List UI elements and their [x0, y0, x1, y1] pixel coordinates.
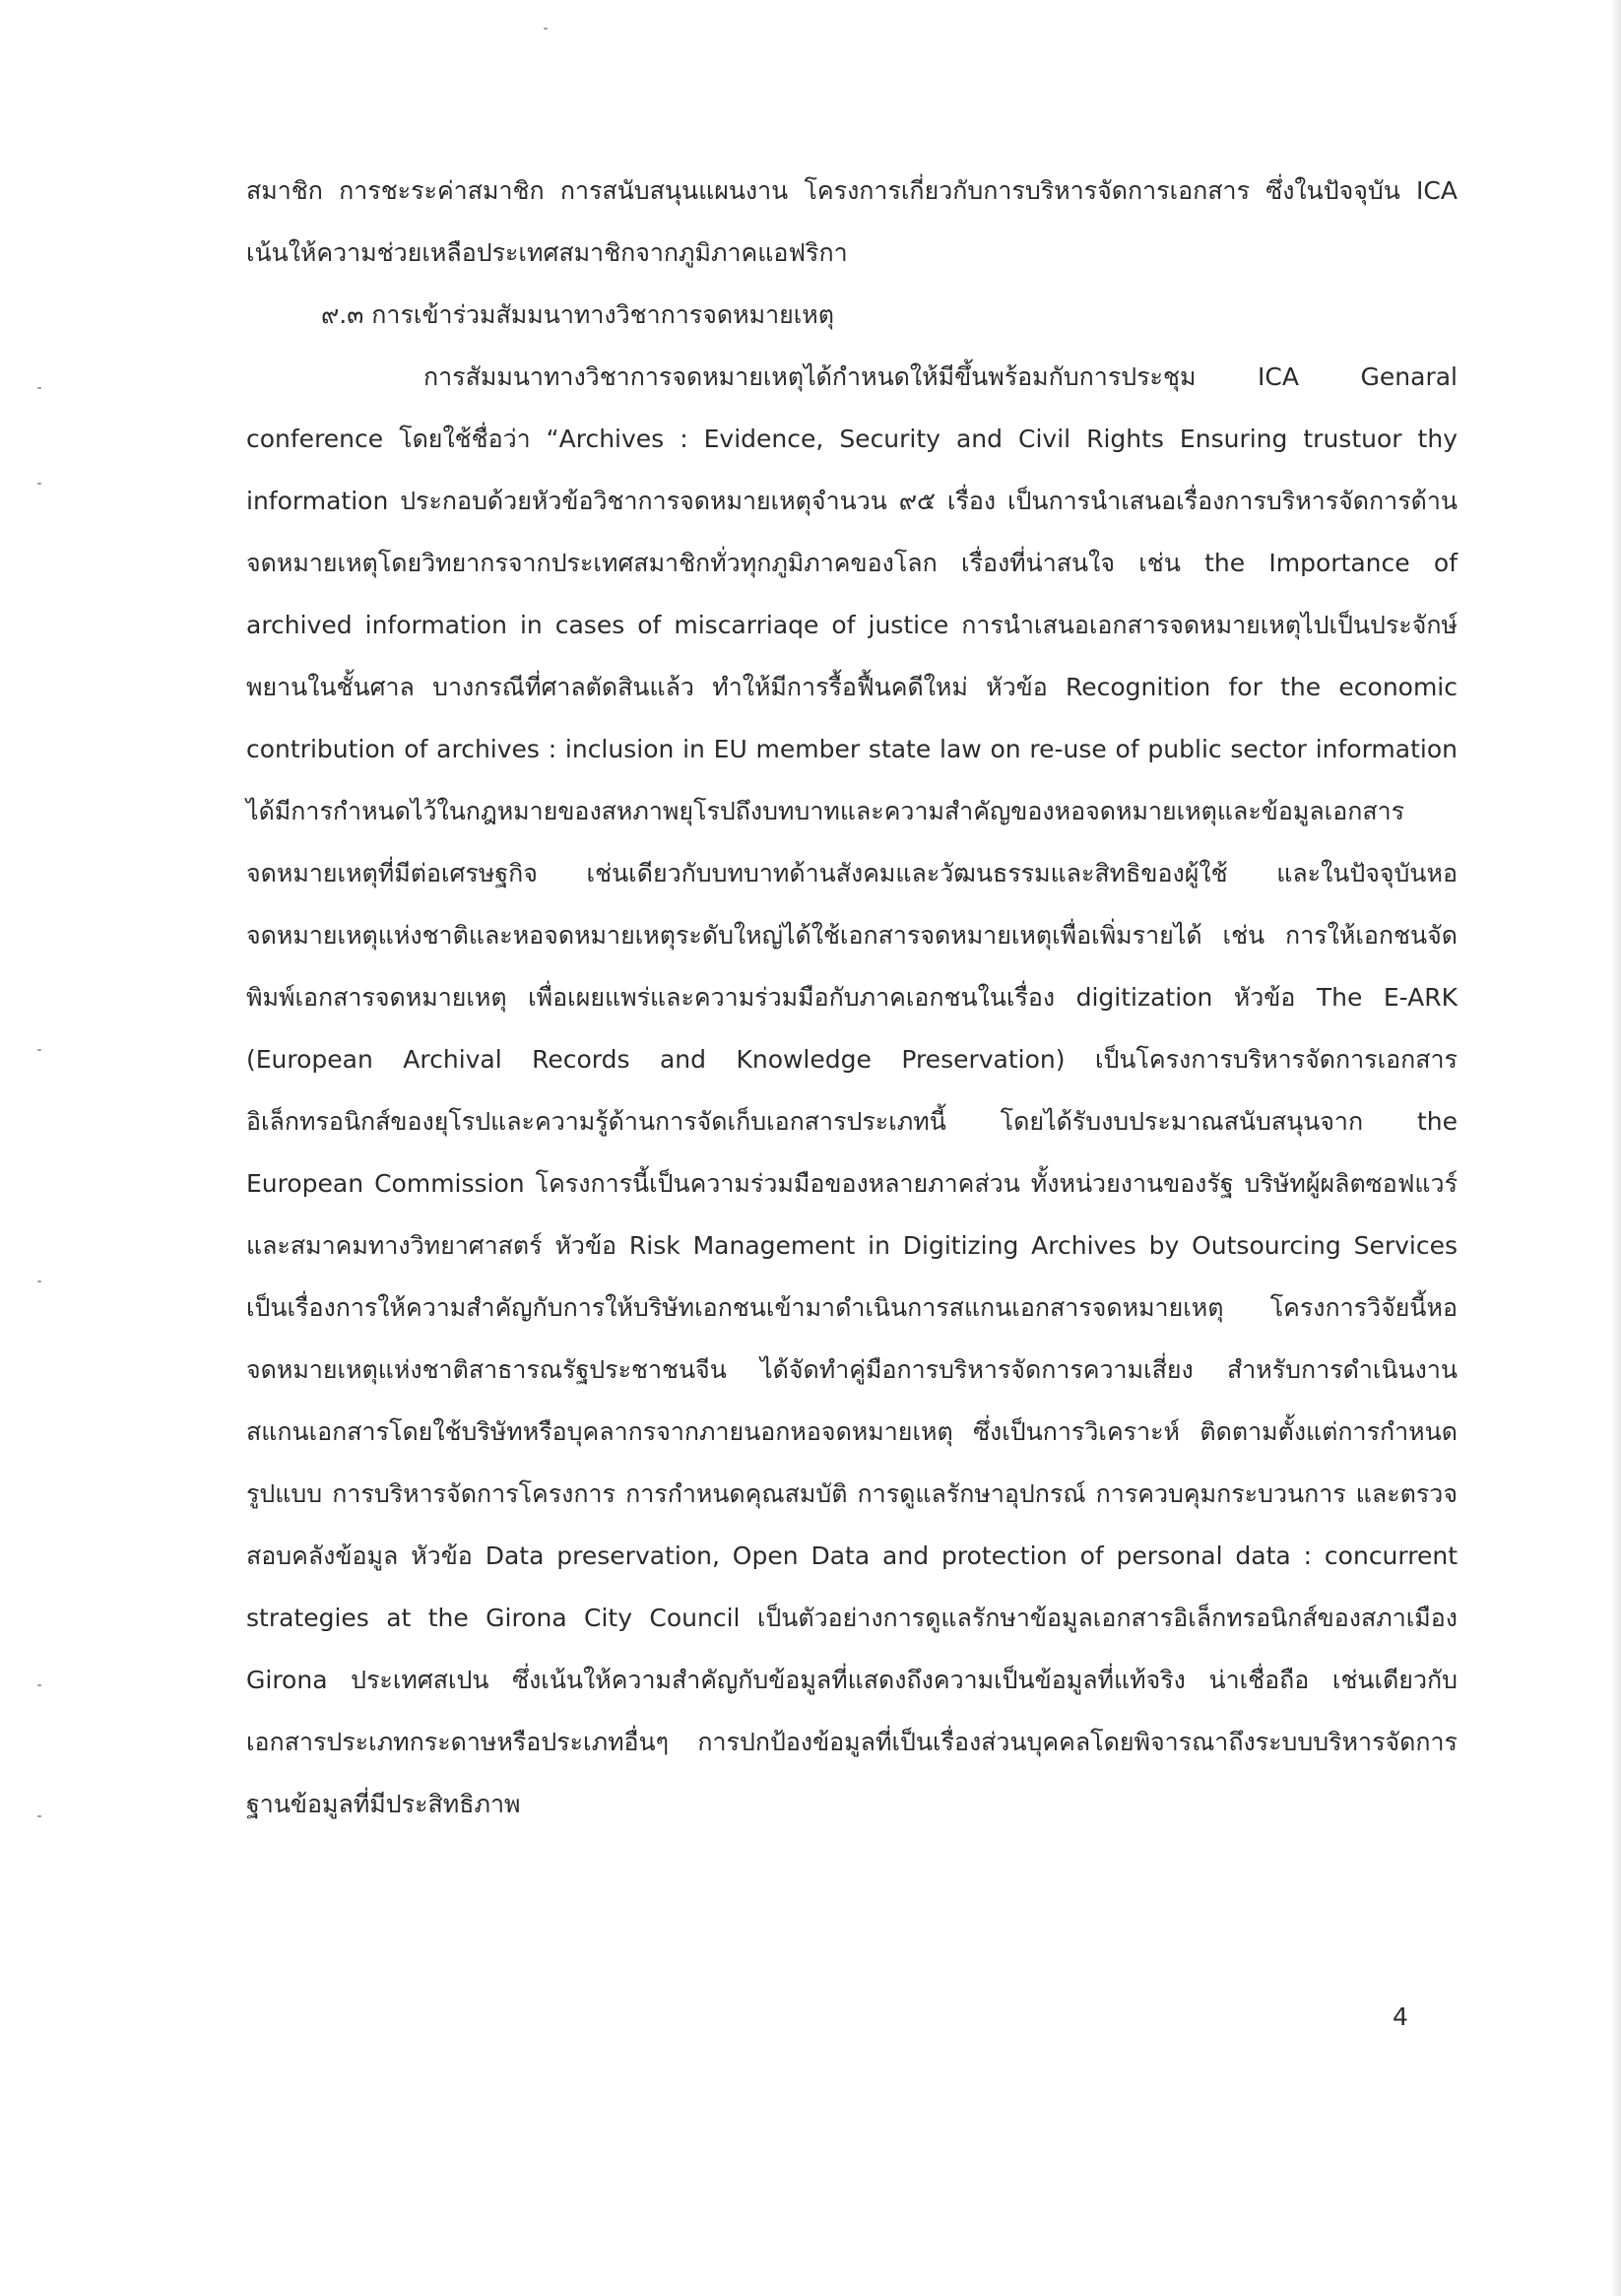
- scan-speck: [37, 1280, 41, 1282]
- paragraph-continuation: สมาชิก การชะระค่าสมาชิก การสนับสนุนแผนงาน โครงการเกี่ยวกับการบริหารจัดการเอกสาร ซึ่งในปัจจุบัน ICA เน้นให้ความช่วยเหลือประเทศสมาชิกจากภูมิภาคแอฟริกา: [246, 176, 1458, 267]
- paragraph-seminar: การสัมมนาทางวิชาการจดหมายเหตุได้กำหนดให้มีขึ้นพร้อมกับการประชุม ICA Genaral conference โดยใช้ชื่อว่า “Archives : Evidence, Security and Civil Rights Ensuring trustuor thy information ประกอบด้วยหัวข้อวิชาการจดหมายเหตุจำนวน ๙๕ เรื่อง เป็นการนำเสนอเรื่องการบริหารจัดการด้านจดหมายเหตุโดยวิทยากรจากประเทศสมาชิกทั่วทุกภูมิภาคของโลก เรื่องที่น่าสนใจ เช่น the Importance of archived information in cases of miscarriaqe of justice การนำเสนอเอกสารจดหมายเหตุไปเป็นประจักษ์พยานในชั้นศาล บางกรณีที่ศาลตัดสินแล้ว ทำให้มีการรื้อฟื้นคดีใหม่ หัวข้อ Recognition for the economic contribution of archives : inclusion in EU member state law on re-use of public sector information ได้มีการกำหนดไว้ในกฎหมายของสหภาพยุโรปถึงบทบาทและความสำคัญของหอจดหมายเหตุและข้อมูลเอกสารจดหมายเหตุที่มีต่อเศรษฐกิจ เช่นเดียวกับบทบาทด้านสังคมและวัฒนธรรมและสิทธิของผู้ใช้ และในปัจจุบันหอจดหมายเหตุแห่งชาติและหอจดหมายเหตุระดับใหญ่ได้ใช้เอกสารจดหมายเหตุเพื่อเพิ่มรายได้ เช่น การให้เอกชนจัดพิมพ์เอกสารจดหมายเหตุ เพื่อเผยแพร่และความร่วมมือกับภาคเอกชนในเรื่อง digitization หัวข้อ The E-ARK (European Archival Records and Knowledge Preservation) เป็นโครงการบริหารจัดการเอกสารอิเล็กทรอนิกส์ของยุโรปและความรู้ด้านการจัดเก็บเอกสารประเภทนี้ โดยได้รับงบประมาณสนับสนุนจาก the European Commission โครงการนี้เป็นความร่วมมือของหลายภาคส่วน ทั้งหน่วยงานของรัฐ บริษัทผู้ผลิตซอฟแวร์ และสมาคมทางวิทยาศาสตร์ หัวข้อ Risk Management in Digitizing Archives by Outsourcing Services เป็นเรื่องการให้ความสำคัญกับการให้บริษัทเอกชนเข้ามาดำเนินการสแกนเอกสารจดหมายเหตุ โครงการวิจัยนี้หอจดหมายเหตุแห่งชาติสาธารณรัฐประชาชนจีน ได้จัดทำคู่มือการบริหารจัดการความเสี่ยง สำหรับการดำเนินงานสแกนเอกสารโดยใช้บริษัทหรือบุคลากรจากภายนอกหอจดหมายเหตุ ซึ่งเป็นการวิเคราะห์ ติดตามตั้งแต่การกำหนดรูปแบบ การบริหารจัดการโครงการ การกำหนดคุณสมบัติ การดูแลรักษาอุปกรณ์ การควบคุมกระบวนการ และตรวจสอบคลังข้อมูล หัวข้อ Data preservation, Open Data and protection of personal data : concurrent strategies at the Girona City Council เป็นตัวอย่างการดูแลรักษาข้อมูลเอกสารอิเล็กทรอนิกส์ของสภาเมือง Girona ประเทศสเปน ซึ่งเน้นให้ความสำคัญกับข้อมูลที่แสดงถึงความเป็นข้อมูลที่แท้จริง น่าเชื่อถือ เช่นเดียวกับเอกสารประเภทกระดาษหรือประเภทอื่นๆ การปกป้องข้อมูลที่เป็นเรื่องส่วนบุคคลโดยพิจารณาถึงระบบบริหารจัดการฐานข้อมูลที่มีประสิทธิภาพ: [246, 362, 1458, 1818]
- scan-speck: [37, 387, 41, 389]
- page-number: 4: [1393, 2002, 1408, 2031]
- page-edge-shadow: [1611, 0, 1621, 2296]
- scan-speck: [37, 1684, 41, 1686]
- scan-speck: [544, 28, 548, 30]
- scan-speck: [37, 1049, 41, 1051]
- scan-speck: [37, 1815, 41, 1817]
- scan-speck: [37, 483, 41, 485]
- section-heading: ๙.๓ การเข้าร่วมสัมมนาทางวิชาการจดหมายเหตุ: [321, 300, 835, 329]
- body-text: [246, 160, 1458, 1835]
